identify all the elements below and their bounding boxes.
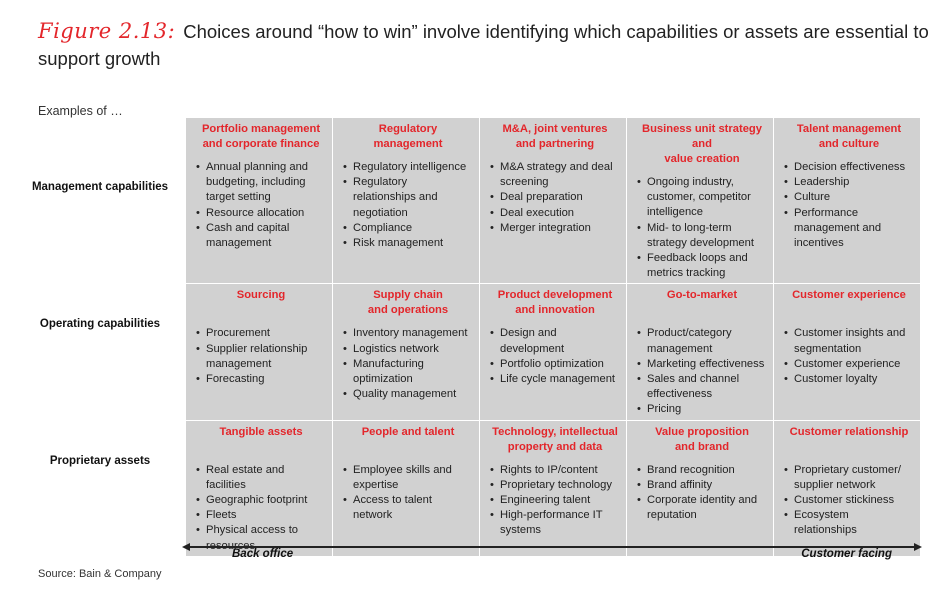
bullet-item: • Regulatory intelligence [343, 160, 473, 175]
cell-heading: Talent management and culture [796, 123, 902, 150]
bullet-item: • Brand affinity [637, 478, 767, 493]
bullet-item: • Customer experience [784, 357, 914, 372]
bullet-item: • Brand recognition [637, 463, 767, 478]
cell-bullet-list [196, 463, 326, 554]
arrow-right-icon [914, 543, 922, 551]
examples-label: Examples of … [38, 104, 123, 118]
bullet-item: • Product/category management [637, 326, 767, 356]
bullet-item: • Risk management [343, 236, 473, 251]
bullet-item: • Life cycle management [490, 372, 620, 387]
bullet-item: • Decision effectiveness [784, 160, 914, 175]
cell-heading: People and talent [361, 425, 455, 438]
grid-cell [186, 284, 332, 419]
grid-cell [627, 284, 773, 419]
row-label-management: Management capabilities [31, 181, 169, 193]
bullet-item: • Procurement [196, 326, 326, 341]
bullet-item: • M&A strategy and deal screening [490, 160, 620, 190]
cell-heading: Customer relationship [789, 425, 909, 438]
cell-heading: Customer experience [792, 289, 906, 302]
bullet-item: • Quality management [343, 387, 473, 402]
cell-heading: Regulatory management [373, 123, 443, 150]
cell-bullet-list [637, 175, 767, 281]
axis-left-label: Back office [232, 548, 294, 560]
grid-cell [627, 421, 773, 556]
bullet-item: • Access to talent network [343, 493, 473, 523]
bullet-item: • Customer stickiness [784, 493, 914, 508]
bullet-item: • Inventory management [343, 326, 473, 341]
grid-cell [627, 118, 773, 283]
grid-cell [333, 421, 479, 556]
bullet-item: • Rights to IP/content [490, 463, 620, 478]
bullet-item: • Manufacturing optimization [343, 357, 473, 387]
cell-heading: Supply chain and operations [367, 289, 449, 317]
cell-heading: Portfolio management and corporate finance [201, 123, 321, 150]
bullet-item: • Fleets [196, 508, 326, 523]
cell-heading: Product development and innovation [497, 289, 613, 317]
cell-bullet-list [490, 326, 620, 387]
bullet-item: • Performance management and incentives [784, 206, 914, 252]
bullet-item: • Forecasting [196, 372, 326, 387]
bullet-item: • Mid- to long-term strategy development [637, 221, 767, 251]
grid-cell [774, 118, 920, 283]
grid-cell [186, 118, 332, 283]
bullet-item: • Merger integration [490, 221, 620, 236]
bullet-item: • Compliance [343, 221, 473, 236]
bullet-item: • Proprietary customer/ supplier network [784, 463, 914, 493]
cell-heading: Tangible assets [219, 425, 303, 438]
grid-cell [333, 284, 479, 419]
figure-label: Figure 2.13: [38, 19, 176, 43]
cell-bullet-list [784, 463, 914, 539]
bullet-item: • Employee skills and expertise [343, 463, 473, 493]
cell-heading: M&A, joint ventures and partnering [502, 123, 608, 150]
bullet-item: • Regulatory relationships and negotiation [343, 175, 473, 221]
bullet-item: • Logistics network [343, 342, 473, 357]
figure-title [38, 18, 938, 72]
bullet-item: • Sales and channel effectiveness [637, 372, 767, 402]
bullet-item: • Engineering talent [490, 493, 620, 508]
bullet-item: • Corporate identity and reputation [637, 493, 767, 523]
bullet-item: • Portfolio optimization [490, 357, 620, 372]
source-note: Source: Bain & Company [38, 568, 162, 580]
cell-bullet-list [784, 160, 914, 251]
cell-heading: Go-to-market [666, 289, 738, 302]
grid-cell [774, 284, 920, 419]
bullet-item: • Proprietary technology [490, 478, 620, 493]
bullet-item: • Ecosystem relationships [784, 508, 914, 538]
axis-right-label: Customer facing [801, 548, 892, 560]
cell-bullet-list [784, 326, 914, 387]
bullet-item: • Resource allocation [196, 206, 326, 221]
bullet-item: • Feedback loops and metrics tracking [637, 251, 767, 281]
cell-bullet-list [343, 326, 473, 402]
cell-heading: Technology, intellectual property and data [492, 425, 618, 453]
cell-heading: Business unit strategy and value creation [642, 123, 762, 165]
figure-title-text: Choices around “how to win” involve identifying which capabilities or assets are essential to support growth [38, 21, 929, 69]
row-label-proprietary: Proprietary assets [49, 455, 151, 467]
cell-bullet-list [490, 463, 620, 539]
bullet-item: • Culture [784, 190, 914, 205]
bullet-item: • Marketing effectiveness [637, 357, 767, 372]
grid-cell [480, 284, 626, 419]
cell-bullet-list [490, 160, 620, 236]
cell-bullet-list [637, 463, 767, 524]
bullet-item: • Real estate and facilities [196, 463, 326, 493]
grid-cell [333, 118, 479, 283]
bullet-item: • Ongoing industry, customer, competitor intelligence [637, 175, 767, 221]
bullet-item: • High-performance IT systems [490, 508, 620, 538]
bullet-item: • Deal execution [490, 206, 620, 221]
bullet-item: • Supplier relationship management [196, 342, 326, 372]
cell-bullet-list [343, 160, 473, 251]
cell-heading: Sourcing [236, 289, 286, 302]
bullet-item: • Annual planning and budgeting, including target setting [196, 160, 326, 206]
cell-heading: Value proposition and brand [655, 425, 749, 453]
grid-cell [774, 421, 920, 556]
bullet-item: • Geographic footprint [196, 493, 326, 508]
cell-bullet-list [196, 326, 326, 387]
capabilities-grid [186, 118, 920, 536]
bullet-item: • Design and development [490, 326, 620, 356]
bullet-item: • Pricing [637, 402, 767, 417]
bullet-item: • Customer loyalty [784, 372, 914, 387]
bullet-item: • Cash and capital management [196, 221, 326, 251]
cell-bullet-list [196, 160, 326, 251]
cell-bullet-list [343, 463, 473, 524]
grid-cell [480, 421, 626, 556]
bullet-item: • Physical access to [196, 523, 326, 553]
bullet-item: • Customer insights and segmentation [784, 326, 914, 356]
cell-bullet-list [637, 326, 767, 417]
bullet-item: • Leadership [784, 175, 914, 190]
bullet-item: • Deal preparation [490, 190, 620, 205]
row-label-operating: Operating capabilities [39, 318, 161, 330]
grid-cell [480, 118, 626, 283]
grid-cell [186, 421, 332, 556]
